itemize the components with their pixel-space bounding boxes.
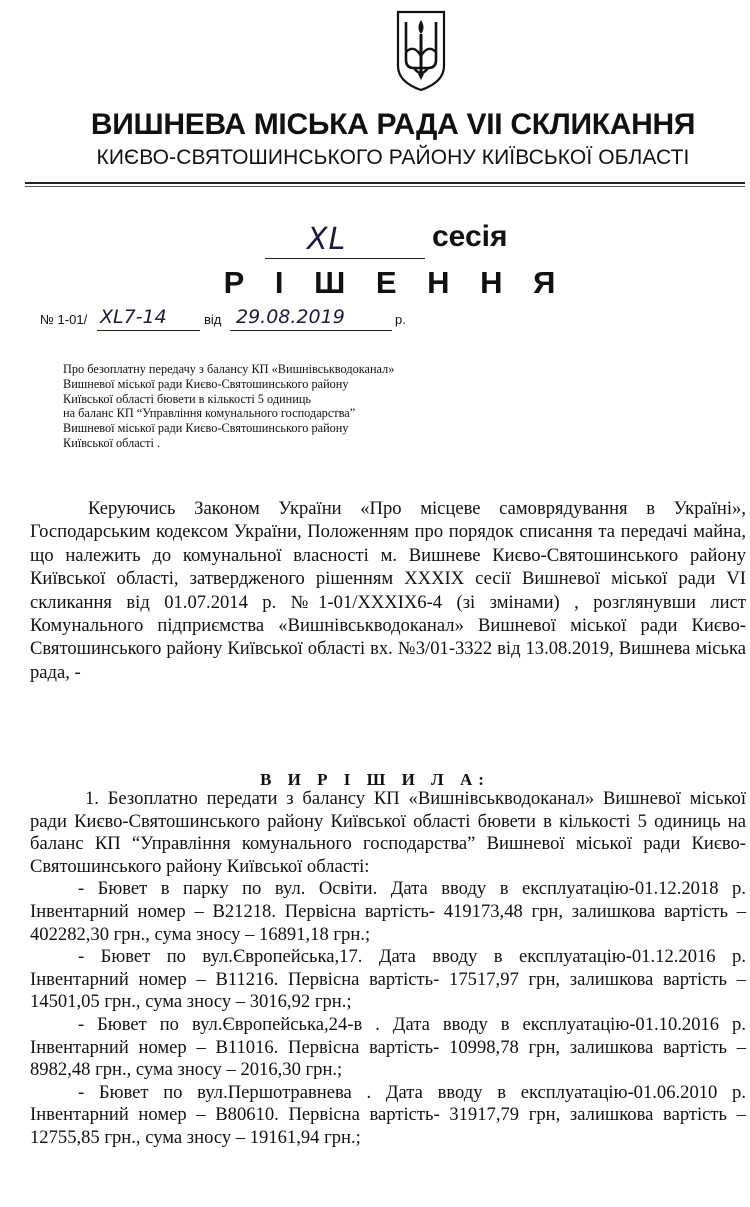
registry-date-underline <box>230 330 392 331</box>
preamble-paragraph: Керуючись Законом України «Про місцеве самоврядування в Україні», Господарським кодексом України, Положенням про порядок списання та передачі майна, що належить до комунальної власності м. Вишневе Києво-Святошинського району Київської області, затвердженого рішенням XXXIX сесії Вишневої міської ради VI скликання від 01.07.2014 р. №1-01/XXXIX6-4 (зі змінами) , розглянувши лист Комунального підприємства «Вишнівськводоканал» Вишневої міської ради Києво-Святошинського району Київської області вх. №3/01-3322 від 13.08.2019, Вишнева міська рада, - <box>30 498 746 683</box>
registry-number: XL7-14 <box>100 306 167 328</box>
subject-line: Про безоплатну передачу з балансу КП «Вишнівськводоканал» <box>63 362 395 376</box>
decision-body <box>30 788 746 1150</box>
item-1: 1. Безоплатно передати з балансу КП «Вишнівськводоканал» Вишневої міської ради Києво-Святошинського району Київської області бювети в кількості 5 одиниць на баланс КП “Управління комунального господарства” Вишневої міської ради Києво-Святошинського району Київської області: <box>30 788 746 877</box>
session-number-underline <box>265 258 425 259</box>
well-item: - Бювет по вул.Європейська,24-в . Дата вводу в експлуатацію-01.10.2016 р. Інвентарний номер – В11016. Первісна вартість- 10998,78 грн, залишкова вартість – 8982,48 грн., сума зносу – 2016,30 грн.; <box>30 1013 746 1081</box>
header-rule-thin <box>25 186 745 187</box>
subject-line: Київської області бювети в кількості 5 одиниць <box>63 391 312 406</box>
trident-emblem-icon <box>392 8 450 92</box>
registry-suffix: р. <box>395 312 406 327</box>
decision-subject <box>63 362 463 451</box>
well-item: - Бювет по вул.Європейська,17. Дата вводу в експлуатацію-01.12.2016 р. Інвентарний номер – В11216. Первісна вартість- 17517,97 грн, залишкова вартість – 14501,05 грн., сума зносу – 3016,92 грн.; <box>30 946 746 1013</box>
registry-date-label: від <box>204 312 222 327</box>
registry-date: 29.08.2019 <box>236 306 345 328</box>
well-item: - Бювет по вул.Першотравнева . Дата вводу в експлуатацію-01.06.2010 р. Інвентарний номер – В80610. Первісна вартість- 31917,79 грн, залишкова вартість – 12755,85 грн., сума зносу – 19161,94 грн.; <box>30 1081 746 1148</box>
subject-line: Київської області . <box>63 435 161 450</box>
council-name: ВИШНЕВА МІСЬКА РАДА VII СКЛИКАННЯ <box>90 108 696 141</box>
preamble <box>30 497 746 684</box>
decision-title: Р І Ш Е Н Н Я <box>223 265 567 300</box>
registry-prefix: № 1-01/ <box>40 312 88 327</box>
well-item: - Бювет в парку по вул. Освіти. Дата вводу в експлуатацію-01.12.2018 р. Інвентарний номер – В21218. Первісна вартість- 419173,48 грн, залишкова вартість – 402282,30 грн., сума зносу – 16891,18 грн.; <box>30 878 746 945</box>
header-rule-thick <box>25 182 745 184</box>
session-number: XL <box>307 222 347 257</box>
subject-line: на баланс КП “Управління комунального господарства” <box>63 406 356 421</box>
resolved-heading: В И Р І Ш И Л А: <box>260 770 490 789</box>
subject-line: Вишневої міської ради Києво-Святошинського району <box>63 421 349 436</box>
council-district: КИЄВО-СВЯТОШИНСЬКОГО РАЙОНУ КИЇВСЬКОЇ ОБЛАСТІ <box>96 146 690 169</box>
registry-number-underline <box>97 330 200 331</box>
subject-line: Вишневої міської ради Києво-Святошинського району <box>63 376 349 391</box>
session-label: сесія <box>432 220 508 253</box>
